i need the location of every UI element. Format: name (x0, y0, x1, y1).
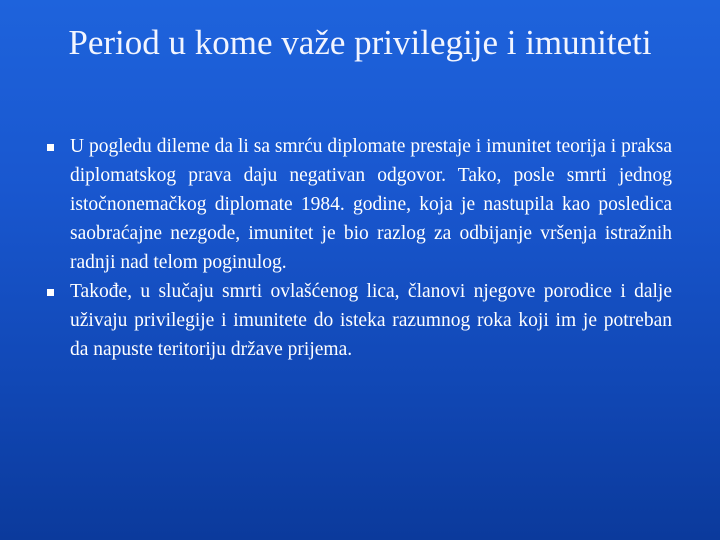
bullet-list (40, 132, 672, 364)
bullet-text-1: U pogledu dileme da li sa smrću diplomate prestaje i imunitet teorija i praksa diplomatskog prava daju negativan odgovor. Tako, posle smrti jednog istočnonemačkog diplomate 1984. godine, koja je nastupila kao posledica saobraćajne nezgode, imunitet je bio razlog za odbijanje vršenja istražnih radnji nad telom poginulog. (70, 136, 672, 273)
bullet-text-2: Takođe, u slučaju smrti ovlašćenog lica, članovi njegove porodice i dalje uživaju privilegije i imunitete do isteka razumnog roka koji im je potreban da napuste teritoriju države prijema. (70, 281, 672, 360)
bullet-item-1 (40, 132, 672, 277)
square-bullet-icon (47, 144, 54, 151)
square-bullet-icon (47, 289, 54, 296)
slide-title: Period u kome važe privilegije i imuniteti (68, 23, 652, 62)
bullet-item-2 (40, 277, 672, 364)
